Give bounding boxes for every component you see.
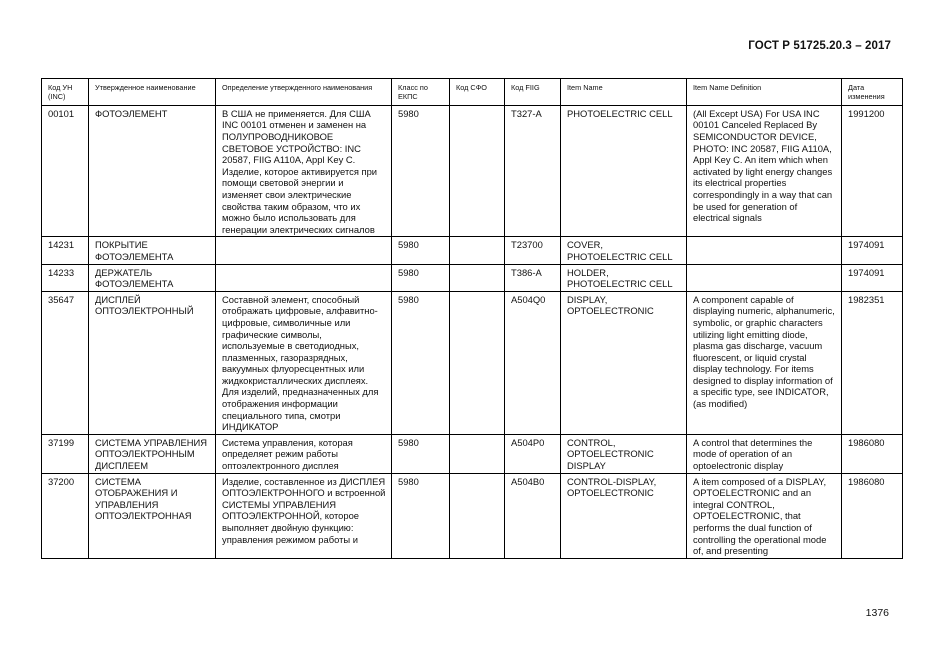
cell-class: 5980 <box>392 105 450 237</box>
cell-sfo <box>450 434 505 473</box>
cell-text: A item composed of a DISPLAY, OPTOELECTRONIC and an integral CONTROL, OPTOELECTRONIC, that performs the dual function of controlling the operational mode of, and presenting <box>693 475 827 557</box>
cell-item-name: PHOTOELECTRIC CELL <box>561 105 687 237</box>
column-header-sfo: Код СФО <box>450 79 505 106</box>
cell-fiig: A504B0 <box>505 473 561 558</box>
cell-definition-ru: Система управления, которая определяет режим работы оптоэлектронного дисплея <box>216 434 392 473</box>
cell-class: 5980 <box>392 434 450 473</box>
cell-date: 1974091 <box>842 264 903 291</box>
column-header-code: Код УН (INC) <box>42 79 89 106</box>
table-row <box>42 264 903 291</box>
cell-date: 1974091 <box>842 237 903 264</box>
cell-definition-ru: В США не применяется. Для США INC 00101 отменен и заменен на ПОЛУПРОВОДНИКОВОЕ СВЕТОВОЕ УСТРОЙСТВО: INC 20587, FIIG A110A, Appl Key C. Изделие, которое активируется при помощи световой энергии и изменяет свои электрические свойства таким образом, что их можно было использовать для генерации электрических сигналов <box>216 105 392 237</box>
cell-definition-en <box>687 264 842 291</box>
cell-sfo <box>450 291 505 434</box>
cell-definition-en <box>687 473 842 558</box>
cell-item-name: CONTROL, OPTOELECTRONIC DISPLAY <box>561 434 687 473</box>
cell-code: 14233 <box>42 264 89 291</box>
cell-text: Изделие, составленное из ДИСПЛЕЯ ОПТОЭЛЕКТРОННОГО и встроенной СИСТЕМЫ УПРАВЛЕНИЯ ОПТОЭЛЕКТРОННОЙ, которое выполняет двойную функцию: управления режимом работы и <box>222 475 386 545</box>
cell-code: 37199 <box>42 434 89 473</box>
document-title: ГОСТ Р 51725.20.3 – 2017 <box>748 40 891 52</box>
cell-definition-en: A component capable of displaying numeric, alphanumeric, symbolic, or graphic characters utilizing light emitting diode, plasma gas discharge, vacuum fluorescent, or liquid crystal display technology. For items designed to display information of a specific type, see INDICATOR, (as modified) <box>687 291 842 434</box>
cell-item-name: DISPLAY, OPTOELECTRONIC <box>561 291 687 434</box>
cell-fiig: T327-A <box>505 105 561 237</box>
cell-class: 5980 <box>392 264 450 291</box>
column-header-definition-en: Item Name Definition <box>687 79 842 106</box>
cell-item-name: COVER, PHOTOELECTRIC CELL <box>561 237 687 264</box>
column-header-class: Класс по ЕКПС <box>392 79 450 106</box>
column-header-name-ru: Утвержденное наименование <box>89 79 216 106</box>
cell-definition-ru: Составной элемент, способный отображать цифровые, алфавитно-цифровые, символичные или графические символы, используемые в светодиодных, плазменных, газоразрядных, вакуумных флуоресцентных или жидкокристаллических дисплеях. Для изделий, предназначенных для отображения информации специального типа, смотри ИНДИКАТОР <box>216 291 392 434</box>
table-header-row <box>42 79 903 106</box>
table-row <box>42 237 903 264</box>
cell-fiig: A504P0 <box>505 434 561 473</box>
cell-sfo <box>450 105 505 237</box>
column-header-date: Дата изменения <box>842 79 903 106</box>
cell-definition-ru <box>216 473 392 558</box>
cell-fiig: A504Q0 <box>505 291 561 434</box>
column-header-item-name: Item Name <box>561 79 687 106</box>
cell-definition-en <box>687 237 842 264</box>
cell-fiig: T386-A <box>505 264 561 291</box>
cell-code: 00101 <box>42 105 89 237</box>
cell-fiig: T23700 <box>505 237 561 264</box>
cell-sfo <box>450 264 505 291</box>
cell-name-ru: ДИСПЛЕЙ ОПТОЭЛЕКТРОННЫЙ <box>89 291 216 434</box>
cell-date: 1986080 <box>842 473 903 558</box>
cell-code: 14231 <box>42 237 89 264</box>
cell-class: 5980 <box>392 473 450 558</box>
cell-name-ru: ФОТОЭЛЕМЕНТ <box>89 105 216 237</box>
cell-definition-en: A control that determines the mode of operation of an optoelectronic display <box>687 434 842 473</box>
cell-date: 1986080 <box>842 434 903 473</box>
cell-name-ru: СИСТЕМА УПРАВЛЕНИЯ ОПТОЭЛЕКТРОННЫМ ДИСПЛЕЕМ <box>89 434 216 473</box>
cell-code: 37200 <box>42 473 89 558</box>
cell-date: 1982351 <box>842 291 903 434</box>
cell-sfo <box>450 473 505 558</box>
cell-definition-en: (All Except USA) For USA INC 00101 Canceled Replaced By SEMICONDUCTOR DEVICE, PHOTO: INC 20587, FIIG A110A, Appl Key C. An item which when activated by light energy changes its electrical properties correspondingly in a way that can be used for generation of electrical signals <box>687 105 842 237</box>
page-number: 1376 <box>865 607 889 619</box>
cell-date: 1991200 <box>842 105 903 237</box>
cell-sfo <box>450 237 505 264</box>
column-header-fiig: Код FIIG <box>505 79 561 106</box>
cell-name-ru: ПОКРЫТИЕ ФОТОЭЛЕМЕНТА <box>89 237 216 264</box>
cell-definition-ru <box>216 237 392 264</box>
cell-name-ru: ДЕРЖАТЕЛЬ ФОТОЭЛЕМЕНТА <box>89 264 216 291</box>
table-row <box>42 473 903 558</box>
cell-code: 35647 <box>42 291 89 434</box>
cell-class: 5980 <box>392 237 450 264</box>
cell-class: 5980 <box>392 291 450 434</box>
column-header-definition-ru: Определение утвержденного наименования <box>216 79 392 106</box>
table-row <box>42 434 903 473</box>
cell-definition-ru <box>216 264 392 291</box>
table-row <box>42 105 903 237</box>
catalog-table <box>41 78 903 559</box>
table-row <box>42 291 903 434</box>
cell-item-name: CONTROL-DISPLAY, OPTOELECTRONIC <box>561 473 687 558</box>
cell-item-name: HOLDER, PHOTOELECTRIC CELL <box>561 264 687 291</box>
cell-name-ru: СИСТЕМА ОТОБРАЖЕНИЯ И УПРАВЛЕНИЯ ОПТОЭЛЕКТРОННАЯ <box>89 473 216 558</box>
